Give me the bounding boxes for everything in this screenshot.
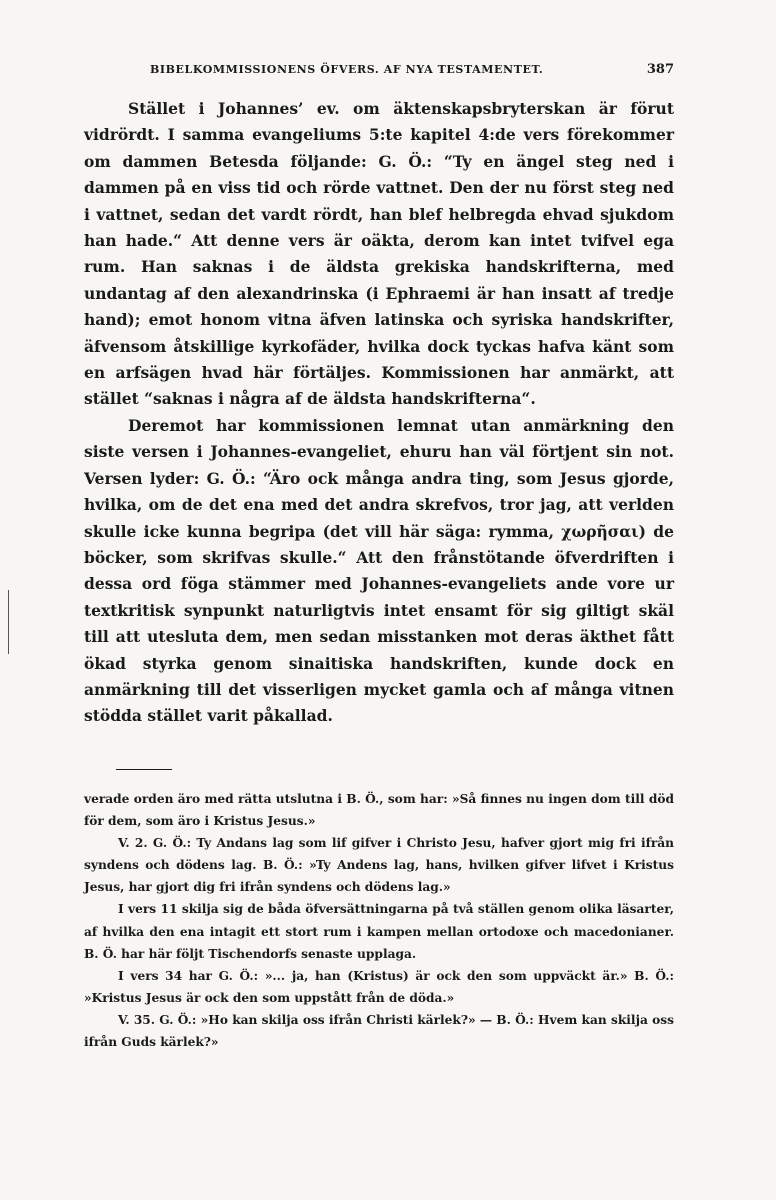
- footnote: verade orden äro med rätta utslutna i B. Ö., som har: »Så finnes nu ingen dom till död för dem, som äro i Kristus Jesus.»: [84, 792, 674, 829]
- page-number: 387: [646, 62, 674, 77]
- footnote: I vers 11 skilja sig de båda öfversättningarna på två ställen genom olika läsarter, af hvilka den ena intagit ett stort rum i kampen mellan ortodoxe och macedonianer. B. Ö. har här följt Tischendorfs senaste upplaga.: [84, 902, 674, 961]
- running-title: BIBELKOMMISSIONENS ÖFVERS. AF NYA TESTAMENTET.: [150, 63, 544, 76]
- footnote: V. 2. G. Ö.: Ty Andans lag som lif gifver i Christo Jesu, hafver gjort mig fri ifrån syndens och dödens lag. B. Ö.: »Ty Andens lag, hans, hvilken gifver lifvet i Kristus Jesus, har gjort dig fri ifrån syndens och dödens lag.»: [84, 836, 674, 895]
- footnotes: [84, 788, 674, 1053]
- running-header: [150, 62, 674, 77]
- body-paragraph: Deremot har kommissionen lemnat utan anmärkning den siste versen i Johannes-evangeliet, ehuru han väl förtjent sin not. Versen lyder: G. Ö.: “Äro ock många andra ting, som Jesus gjorde, hvilka, om de det ena med det andra skrefvos, tror jag, att verlden skulle icke kunna begripa (det vill här säga: rymma, χωρῆσαι) de böcker, som skrifvas skulle.“ Att den frånstötande öfverdriften i dessa ord föga stämmer med Johannes-evangeliets ande vore ur textkritisk synpunkt naturligtvis intet ensamt för sig giltigt skäl till att utesluta dem, men sedan misstanken mot deras äkthet fått ökad styrka genom sinaitiska handskriften, kunde dock en anmärkning till det visserligen mycket gamla och af många vitnen stödda stället varit påkallad.: [84, 415, 674, 726]
- body-paragraph: Stället i Johannes’ ev. om äktenskapsbryterskan är förut vidrördt. I samma evangeliums 5:te kapitel 4:de vers förekommer om dammen Betesda följande: G. Ö.: “Ty en ängel steg ned i dammen på en viss tid och rörde vattnet. Den der nu först steg ned i vattnet, sedan det vardt rördt, han blef helbregda ehvad sjukdom han hade.“ Att denne vers är oäkta, derom kan intet tvifvel ega rum. Han saknas i de äldsta grekiska handskrifterna, med undantag af den alexandrinska (i Ephraemi är han insatt af tredje hand); emot honom vitna äfven latinska och syriska handskrifter, äfvensom åtskillige kyrkofäder, hvilka dock tyckas hafva känt som en arfsägen hvad här förtäljes. Kommissionen har anmärkt, att stället “saknas i några af de äldsta handskrifterna“.: [84, 99, 674, 409]
- main-text: [84, 96, 674, 730]
- footnote: V. 35. G. Ö.: »Ho kan skilja oss ifrån Christi kärlek?» — B. Ö.: Hvem kan skilja oss ifrån Guds kärlek?»: [84, 1012, 674, 1050]
- footnote-separator: [116, 769, 172, 770]
- footnote: I vers 34 har G. Ö.: »... ja, han (Kristus) är ock den som uppväckt är.» B. Ö.: »Kristus Jesus är ock den som uppstått från de döda.»: [84, 968, 674, 1005]
- margin-mark: [8, 590, 9, 654]
